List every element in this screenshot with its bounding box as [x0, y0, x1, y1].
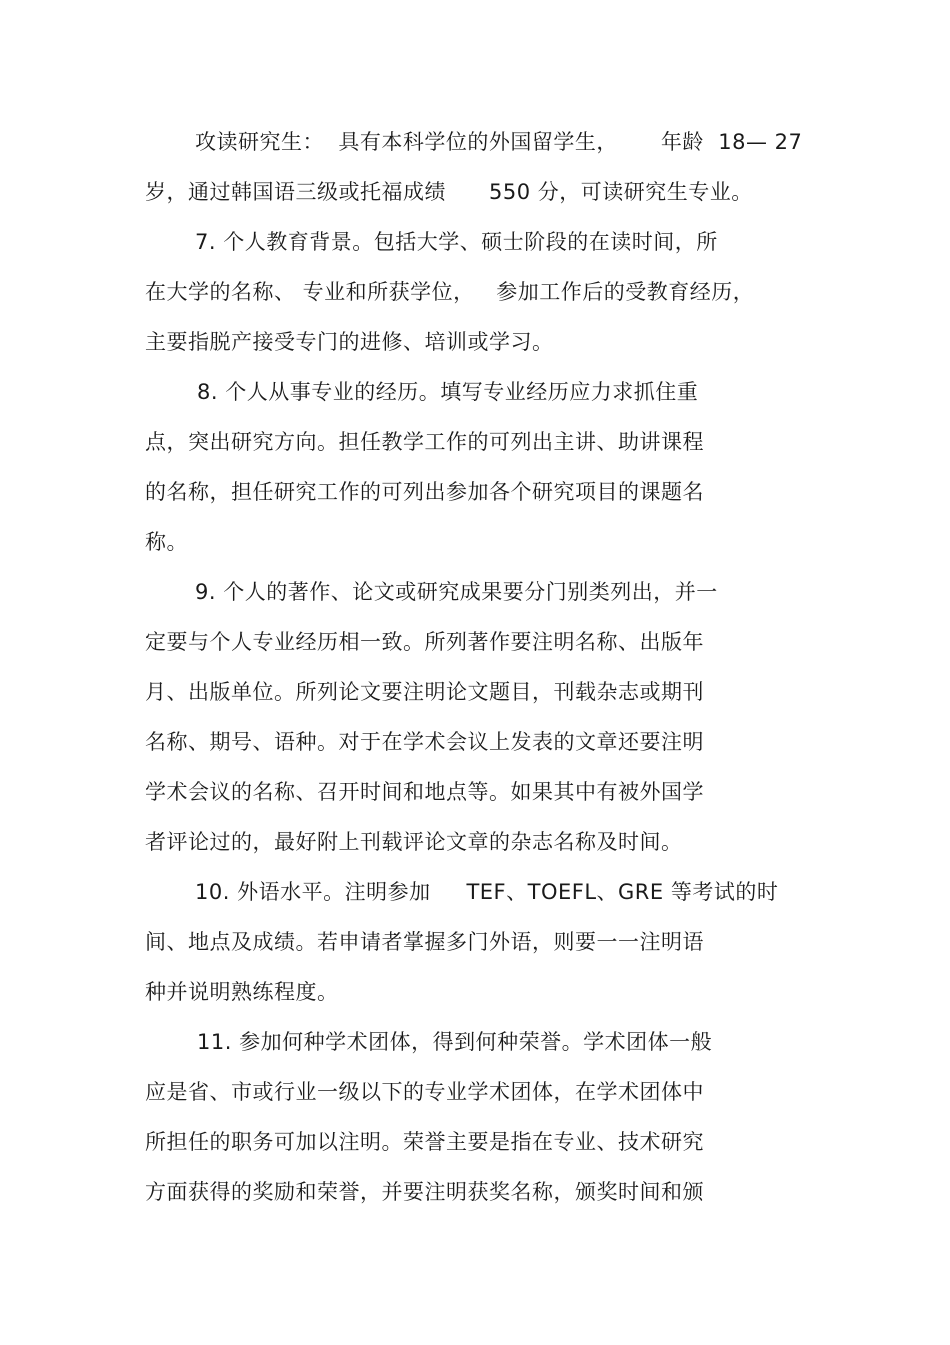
text-line: 应是省、市或行业一级以下的专业学术团体，在学术团体中: [145, 1080, 704, 1104]
text-line: 者评论过的，最好附上刊载评论文章的杂志名称及时间。: [145, 830, 683, 854]
text-line: 方面获得的奖励和荣誉，并要注明获奖名称，颁奖时间和颁: [145, 1180, 704, 1204]
text-line: 所担任的职务可加以注明。荣誉主要是指在专业、技术研究: [145, 1130, 704, 1154]
text-line: 月、出版单位。所列论文要注明论文题目，刊载杂志或期刊: [145, 680, 704, 704]
text-line: 攻读研究生： 具有本科学位的外国留学生， 年龄 18— 27: [195, 130, 803, 154]
text-line: 称。: [145, 530, 188, 554]
text-line: 学术会议的名称、召开时间和地点等。如果其中有被外国学: [145, 780, 704, 804]
text-line: 在大学的名称、 专业和所获学位， 参加工作后的受教育经历，: [145, 280, 755, 304]
text-line: 8. 个人从事专业的经历。填写专业经历应力求抓住重: [197, 380, 699, 404]
text-line: 种并说明熟练程度。: [145, 980, 339, 1004]
text-line: 7. 个人教育背景。包括大学、硕士阶段的在读时间，所: [195, 230, 718, 254]
text-line: 10. 外语水平。注明参加 TEF、TOEFL、GRE 等考试的时: [195, 880, 779, 904]
text-line: 岁，通过韩国语三级或托福成绩 550 分，可读研究生专业。: [145, 180, 753, 204]
text-line: 点，突出研究方向。担任教学工作的可列出主讲、助讲课程: [145, 430, 704, 454]
text-line: 主要指脱产接受专门的进修、培训或学习。: [145, 330, 554, 354]
text-line: 11. 参加何种学术团体，得到何种荣誉。学术团体一般: [197, 1030, 713, 1054]
text-line: 定要与个人专业经历相一致。所列著作要注明名称、出版年: [145, 630, 704, 654]
text-line: 9. 个人的著作、论文或研究成果要分门别类列出，并一: [195, 580, 718, 604]
text-line: 间、地点及成绩。若申请者掌握多门外语，则要一一注明语: [145, 930, 704, 954]
text-line: 的名称，担任研究工作的可列出参加各个研究项目的课题名: [145, 480, 704, 504]
text-line: 名称、期号、语种。对于在学术会议上发表的文章还要注明: [145, 730, 704, 754]
